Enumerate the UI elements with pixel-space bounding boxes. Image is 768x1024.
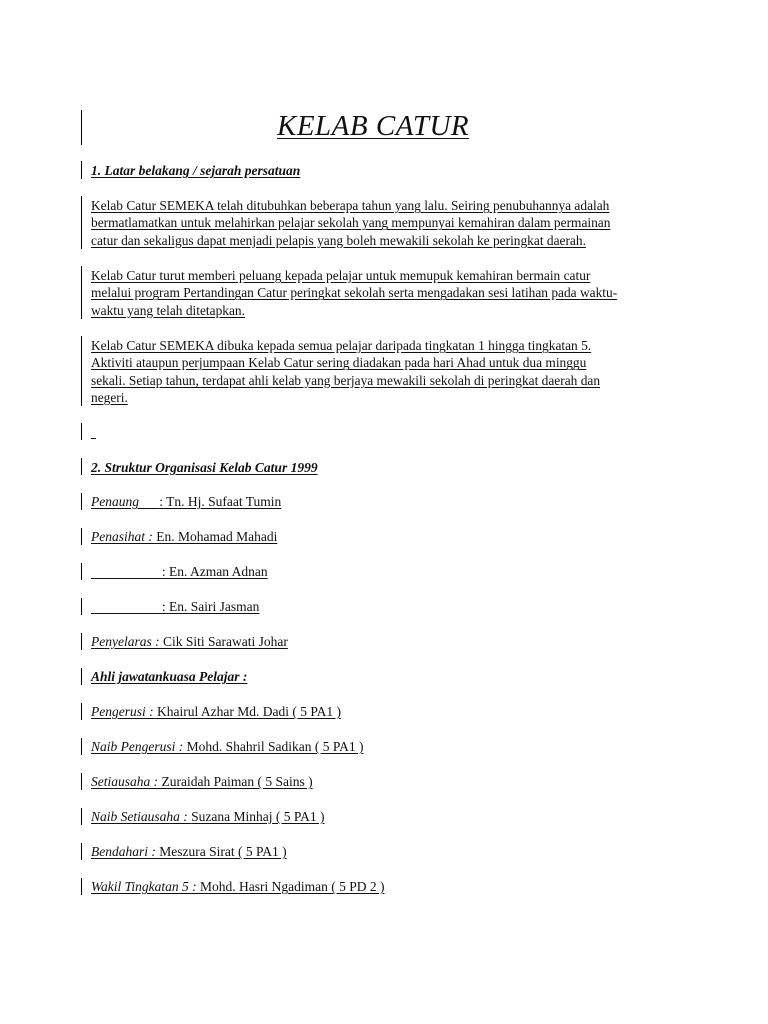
paragraph-line: Kelab Catur SEMEKA telah ditubuhkan beberapa tahun yang lalu. Seiring penubuhannya adalah — [91, 198, 610, 213]
margin-bar — [81, 458, 82, 475]
margin-bar — [81, 266, 82, 319]
role-value: Zuraidah Paiman ( 5 Sains ) — [161, 774, 313, 789]
role-value: Mohd. Shahril Sadikan ( 5 PA1 ) — [186, 739, 364, 754]
margin-bar — [81, 196, 82, 249]
role-label: Penyelaras : — [91, 634, 163, 649]
role-label: Pengerusi : — [91, 704, 157, 719]
role-value: Suzana Minhaj ( 5 PA1 ) — [191, 809, 325, 824]
students-committee-heading: Ahli jawatankuasa Pelajar : — [91, 669, 248, 684]
margin-bar — [81, 738, 82, 755]
margin-bar — [81, 493, 82, 510]
committee-row-vice-secretary — [91, 809, 325, 825]
staff-row-coordinator — [91, 634, 288, 650]
role-label: Setiausaha : — [91, 774, 162, 789]
staff-row-advisor — [91, 529, 277, 545]
role-label: Penasihat : — [91, 529, 157, 544]
paragraph-line: negeri. — [91, 389, 128, 405]
margin-bar — [81, 563, 82, 580]
staff-row-advisor-3 — [91, 599, 259, 615]
role-value: : Tn. Hj. Sufaat Tumin — [159, 494, 282, 509]
paragraph-opportunity — [91, 267, 681, 319]
committee-row-vice-chairman — [91, 739, 364, 755]
margin-bar — [81, 843, 82, 860]
paragraph-line: bermatlamatkan untuk melahirkan pelajar sekolah yang mempunyai kemahiran dalam permainan — [91, 215, 611, 231]
paragraph-line: catur dan sekaligus dapat menjadi pelapis yang boleh mewakili sekolah ke peringkat daerah. — [91, 232, 586, 248]
margin-bar — [81, 598, 82, 615]
role-value: Mohd. Hasri Ngadiman ( 5 PD 2 ) — [200, 879, 385, 894]
margin-bar — [81, 110, 82, 145]
staff-row-advisor-2 — [91, 564, 268, 580]
role-value: Cik Siti Sarawati Johar — [162, 634, 288, 649]
margin-bar — [81, 336, 82, 406]
committee-row-secretary — [91, 774, 313, 790]
paragraph-line: sekali. Setiap tahun, terdapat ahli kelab yang berjaya mewakili sekolah di peringkat daerah dan — [91, 372, 601, 388]
role-value: : En. Sairi Jasman — [161, 599, 260, 614]
role-value: : En. Azman Adnan — [161, 564, 268, 579]
section-heading-structure: 2. Struktur Organisasi Kelab Catur 1999 — [91, 460, 318, 475]
role-label: Bendahari : — [91, 844, 160, 859]
role-value: Khairul Azhar Md. Dadi ( 5 PA1 ) — [156, 704, 341, 719]
margin-bar — [81, 423, 82, 440]
margin-bar — [81, 668, 82, 685]
committee-row-chairman — [91, 704, 341, 720]
empty-line-underline — [91, 438, 96, 439]
paragraph-line: waktu yang telah ditetapkan. — [91, 302, 245, 318]
staff-row-patron — [91, 494, 281, 510]
document-title: KELAB CATUR — [277, 110, 470, 142]
role-label: Naib Setiausaha : — [91, 809, 192, 824]
paragraph-line: melalui program Pertandingan Catur peringkat sekolah serta mengadakan sesi latihan pada waktu- — [91, 285, 618, 301]
paragraph-membership — [91, 337, 681, 406]
role-label — [91, 599, 162, 614]
paragraph-history — [91, 197, 681, 249]
paragraph-line: Kelab Catur SEMEKA dibuka kepada semua pelajar daripada tingkatan 1 hingga tingkatan 5. — [91, 338, 592, 353]
margin-bar — [81, 703, 82, 720]
paragraph-line: Kelab Catur turut memberi peluang kepada pelajar untuk memupuk kemahiran bermain catur — [91, 268, 591, 283]
paragraph-line: Aktiviti ataupun perjumpaan Kelab Catur sering diadakan pada hari Ahad untuk dua minggu — [91, 355, 587, 371]
role-label: Naib Pengerusi : — [91, 739, 187, 754]
role-label: Wakil Tingkatan 5 : — [91, 879, 201, 894]
section-heading-background: 1. Latar belakang / sejarah persatuan — [91, 163, 301, 178]
role-label — [91, 564, 162, 579]
role-value: En. Mohamad Mahadi — [156, 529, 278, 544]
margin-bar — [81, 528, 82, 545]
margin-bar — [81, 161, 82, 179]
committee-row-form5-rep — [91, 879, 385, 895]
committee-row-treasurer — [91, 844, 287, 860]
margin-bar — [81, 808, 82, 825]
role-value: Meszura Sirat ( 5 PA1 ) — [159, 844, 287, 859]
margin-bar — [81, 633, 82, 650]
role-label: Penaung — [91, 494, 160, 509]
margin-bar — [81, 773, 82, 790]
margin-bar — [81, 878, 82, 895]
